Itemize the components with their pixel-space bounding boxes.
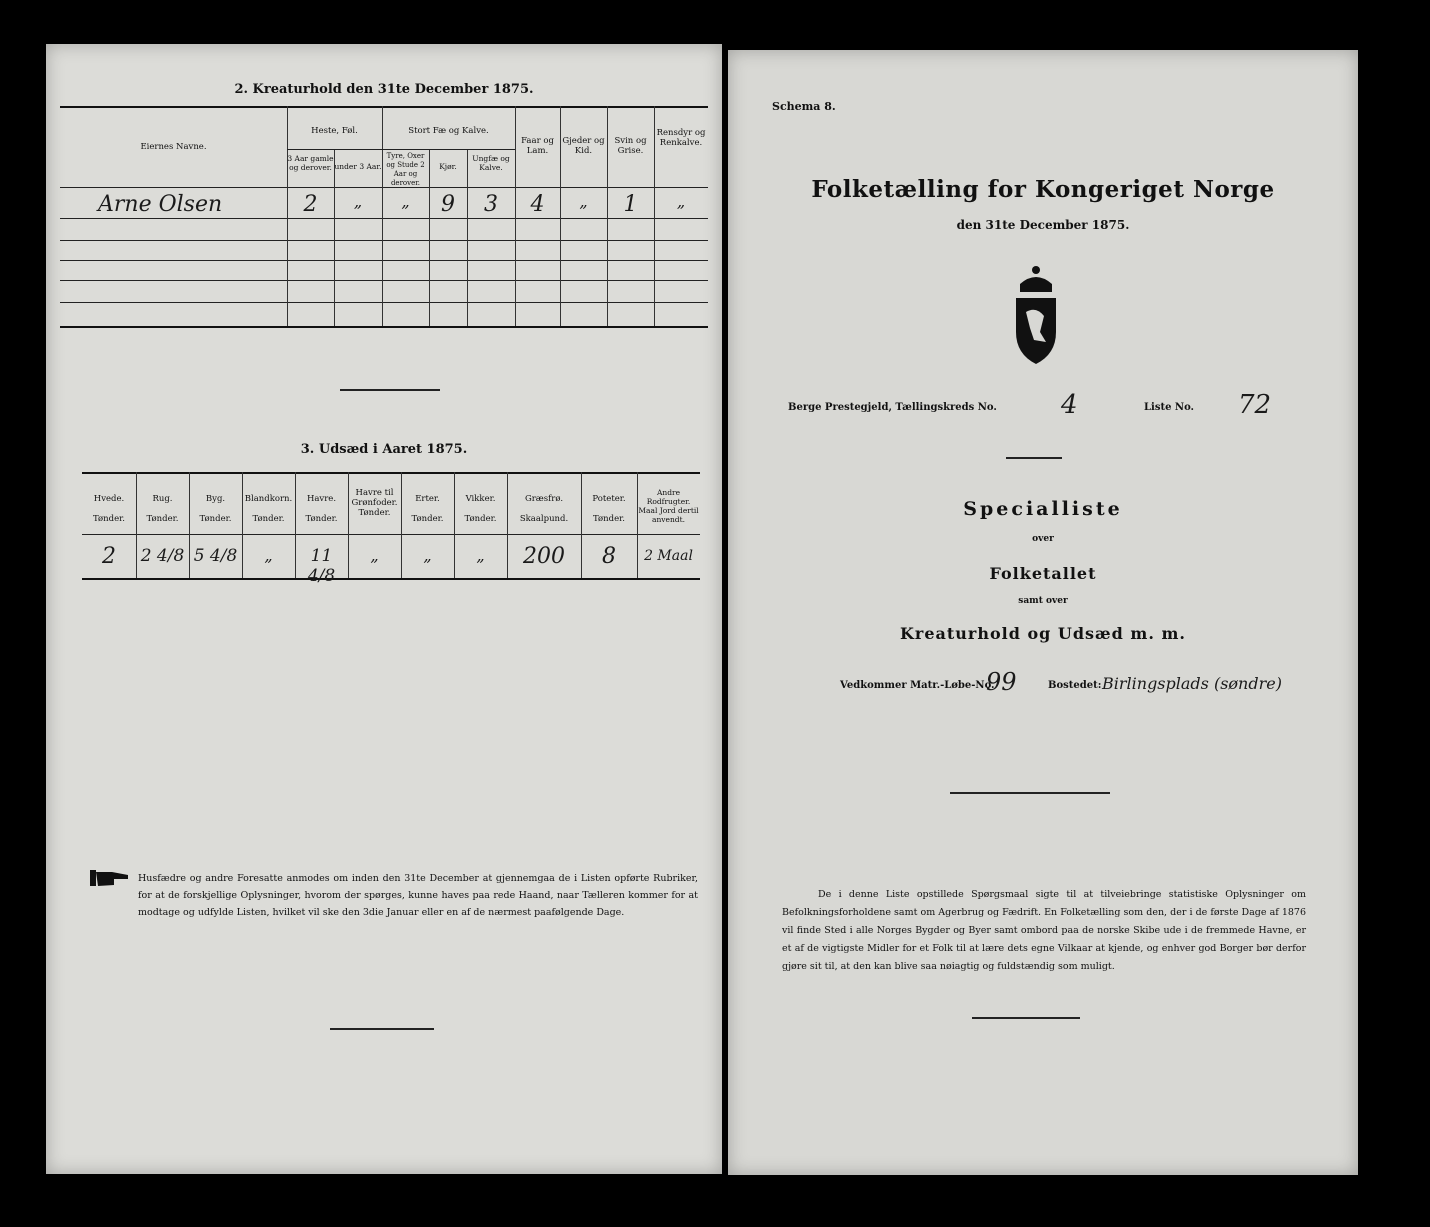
cell-gjeder: „ bbox=[579, 192, 588, 211]
udsaed-header-line bbox=[82, 534, 700, 535]
bostedet-label: Bostedet: bbox=[1048, 680, 1102, 691]
udsaed-value-rug: 2 4/8 bbox=[140, 546, 185, 566]
owner-name: Arne Olsen bbox=[98, 192, 223, 217]
cell-stort-2: 9 bbox=[441, 192, 455, 217]
cell-heste-1: 2 bbox=[303, 192, 318, 217]
udsaed-value-graesfro: 200 bbox=[523, 544, 565, 569]
matr-label: Vedkommer Matr.-Løbe-No. bbox=[840, 680, 995, 691]
udsaed-header-rug: Rug. Tønder. bbox=[146, 494, 179, 524]
right-page bbox=[728, 50, 1358, 1175]
matr-no: 99 bbox=[986, 668, 1017, 696]
kreds-no: 4 bbox=[1061, 390, 1078, 420]
udsaed-header-havre: Havre. Tønder. bbox=[305, 494, 338, 524]
header-stort: Stort Fæ og Kalve. bbox=[408, 126, 489, 136]
udsaed-value-erter: „ bbox=[423, 546, 432, 565]
udsaed-header-poteter: Poteter. Tønder. bbox=[592, 494, 626, 524]
table-bottom-line bbox=[60, 326, 708, 328]
liste-label: Liste No. bbox=[1144, 402, 1195, 413]
col-divider bbox=[429, 149, 430, 326]
table-row-line bbox=[60, 218, 708, 219]
samt-over-label: samt over bbox=[1018, 596, 1068, 606]
header-heste: Heste, Føl. bbox=[311, 126, 358, 136]
udsaed-header-hvede: Hvede. Tønder. bbox=[93, 494, 125, 524]
cell-faar: 4 bbox=[530, 192, 545, 217]
udsaed-header-andre: Andre Rodfrugter. Maal Jord dertil anvendt. bbox=[638, 488, 699, 524]
main-subtitle: den 31te December 1875. bbox=[956, 218, 1130, 232]
header-svin: Svin og Grise. bbox=[614, 136, 647, 156]
table-top-line bbox=[60, 106, 708, 108]
closing-rule bbox=[972, 1017, 1080, 1019]
col-divider bbox=[382, 106, 383, 326]
liste-no: 72 bbox=[1238, 390, 1272, 420]
udsaed-header-erter: Erter. Tønder. bbox=[411, 494, 444, 524]
udsaed-header-blandkorn: Blandkorn. Tønder. bbox=[244, 494, 293, 524]
udsaed-value-havre: 11 4/8 bbox=[307, 546, 336, 586]
section2-title: 2. Kreaturhold den 31te December 1875. bbox=[234, 82, 534, 97]
header-gjeder: Gjeder og Kid. bbox=[562, 136, 605, 156]
udsaed-value-havre-gronfoder: „ bbox=[370, 546, 379, 565]
col-divider bbox=[334, 149, 335, 326]
udsaed-value-blandkorn: „ bbox=[264, 546, 273, 565]
udsaed-header-vikker: Vikker. Tønder. bbox=[464, 494, 497, 524]
notice-text: Husfædre og andre Foresatte anmodes om inden den 31te December at gjennemgaa de i Listen opførte Rubriker, for at de forskjellige Oplysninger, hvorom der spørges, kunne haves paa rede Haand, naar Tælleren kommer for at modtage og udfylde Listen, hvilket vil ske den 3die Januar eller en af de nærmest paafølgende Dage. bbox=[138, 873, 698, 918]
udsaed-value-hvede: 2 bbox=[102, 544, 116, 569]
udsaed-value-andre: 2 Maal bbox=[644, 548, 693, 564]
subheader-line bbox=[287, 149, 515, 150]
divider-rule bbox=[340, 389, 440, 391]
udsaed-bottom-line bbox=[82, 578, 700, 580]
cell-svin: 1 bbox=[623, 192, 638, 217]
cell-rensdyr: „ bbox=[676, 192, 686, 211]
cell-stort-3: 3 bbox=[484, 192, 498, 217]
table-row-line bbox=[60, 240, 708, 241]
header-stort-sub2: Kjør. bbox=[439, 162, 457, 171]
udsaed-header-graesfro: Græsfrø. Skaalpund. bbox=[519, 494, 569, 524]
udsaed-value-vikker: „ bbox=[476, 546, 485, 565]
header-faar: Faar og Lam. bbox=[521, 136, 554, 156]
intro-text: De i denne Liste opstillede Spørgsmaal sigte til at tilveiebringe statistiske Oplysninger om Befolkningsforholdene samt om Agerbrug og Fædrift. En Folketælling som den, der i de første Dage af 1876 vil finde Sted i alle Norges Bygder og Byer samt ombord paa de norske Skibe ude i de fremmede Havne, er et af de vigtigste Midler for et Folk til at lære dets egne Vilkaar at kjende, og enhver god Borger bør derfor gjøre sit til, at den kan blive saa nøiagtig og fuldstændig som muligt. bbox=[782, 889, 1306, 972]
prestegjeld-label: Berge Prestegjeld, Tællingskreds No. bbox=[788, 402, 997, 413]
folketallet-label: Folketallet bbox=[989, 564, 1097, 583]
table-row-line bbox=[60, 280, 708, 281]
cell-heste-2: „ bbox=[353, 192, 363, 211]
coat-of-arms-icon bbox=[1010, 262, 1062, 366]
header-heste-sub2: under 3 Aar. bbox=[334, 162, 382, 171]
cell-stort-1: „ bbox=[401, 192, 410, 211]
col-divider bbox=[467, 149, 468, 326]
main-title: Folketælling for Kongeriget Norge bbox=[811, 176, 1275, 203]
closing-rule bbox=[330, 1028, 434, 1030]
header-stort-sub3: Ungfæ og Kalve. bbox=[472, 154, 510, 172]
table-row-line bbox=[60, 260, 708, 261]
divider-rule bbox=[950, 792, 1110, 794]
divider-rule bbox=[1006, 457, 1062, 459]
left-page bbox=[46, 44, 722, 1174]
udsaed-header-havre-gronfoder: Havre til Grønfoder. Tønder. bbox=[351, 488, 398, 518]
schema-label: Schema 8. bbox=[772, 100, 836, 113]
header-owner: Eiernes Navne. bbox=[140, 142, 207, 152]
udsaed-value-byg: 5 4/8 bbox=[193, 546, 238, 566]
special-title: Specialliste bbox=[963, 498, 1123, 520]
table-row-line bbox=[60, 302, 708, 303]
bostedet-value: Birlingsplads (søndre) bbox=[1102, 674, 1282, 693]
udsaed-header-byg: Byg. Tønder. bbox=[199, 494, 232, 524]
pointing-hand-icon bbox=[88, 866, 132, 890]
header-stort-sub1: Tyre, Oxer og Stude 2 Aar og derover. bbox=[386, 152, 425, 187]
header-rensdyr: Rensdyr og Renkalve. bbox=[656, 128, 706, 148]
kreatur-label: Kreaturhold og Udsæd m. m. bbox=[900, 624, 1186, 643]
header-heste-sub1: 3 Aar gamle og derover. bbox=[287, 154, 334, 172]
udsaed-value-poteter: 8 bbox=[602, 544, 616, 569]
over-label: over bbox=[1032, 534, 1054, 544]
section3-title: 3. Udsæd i Aaret 1875. bbox=[300, 442, 468, 457]
udsaed-top-line bbox=[82, 472, 700, 474]
